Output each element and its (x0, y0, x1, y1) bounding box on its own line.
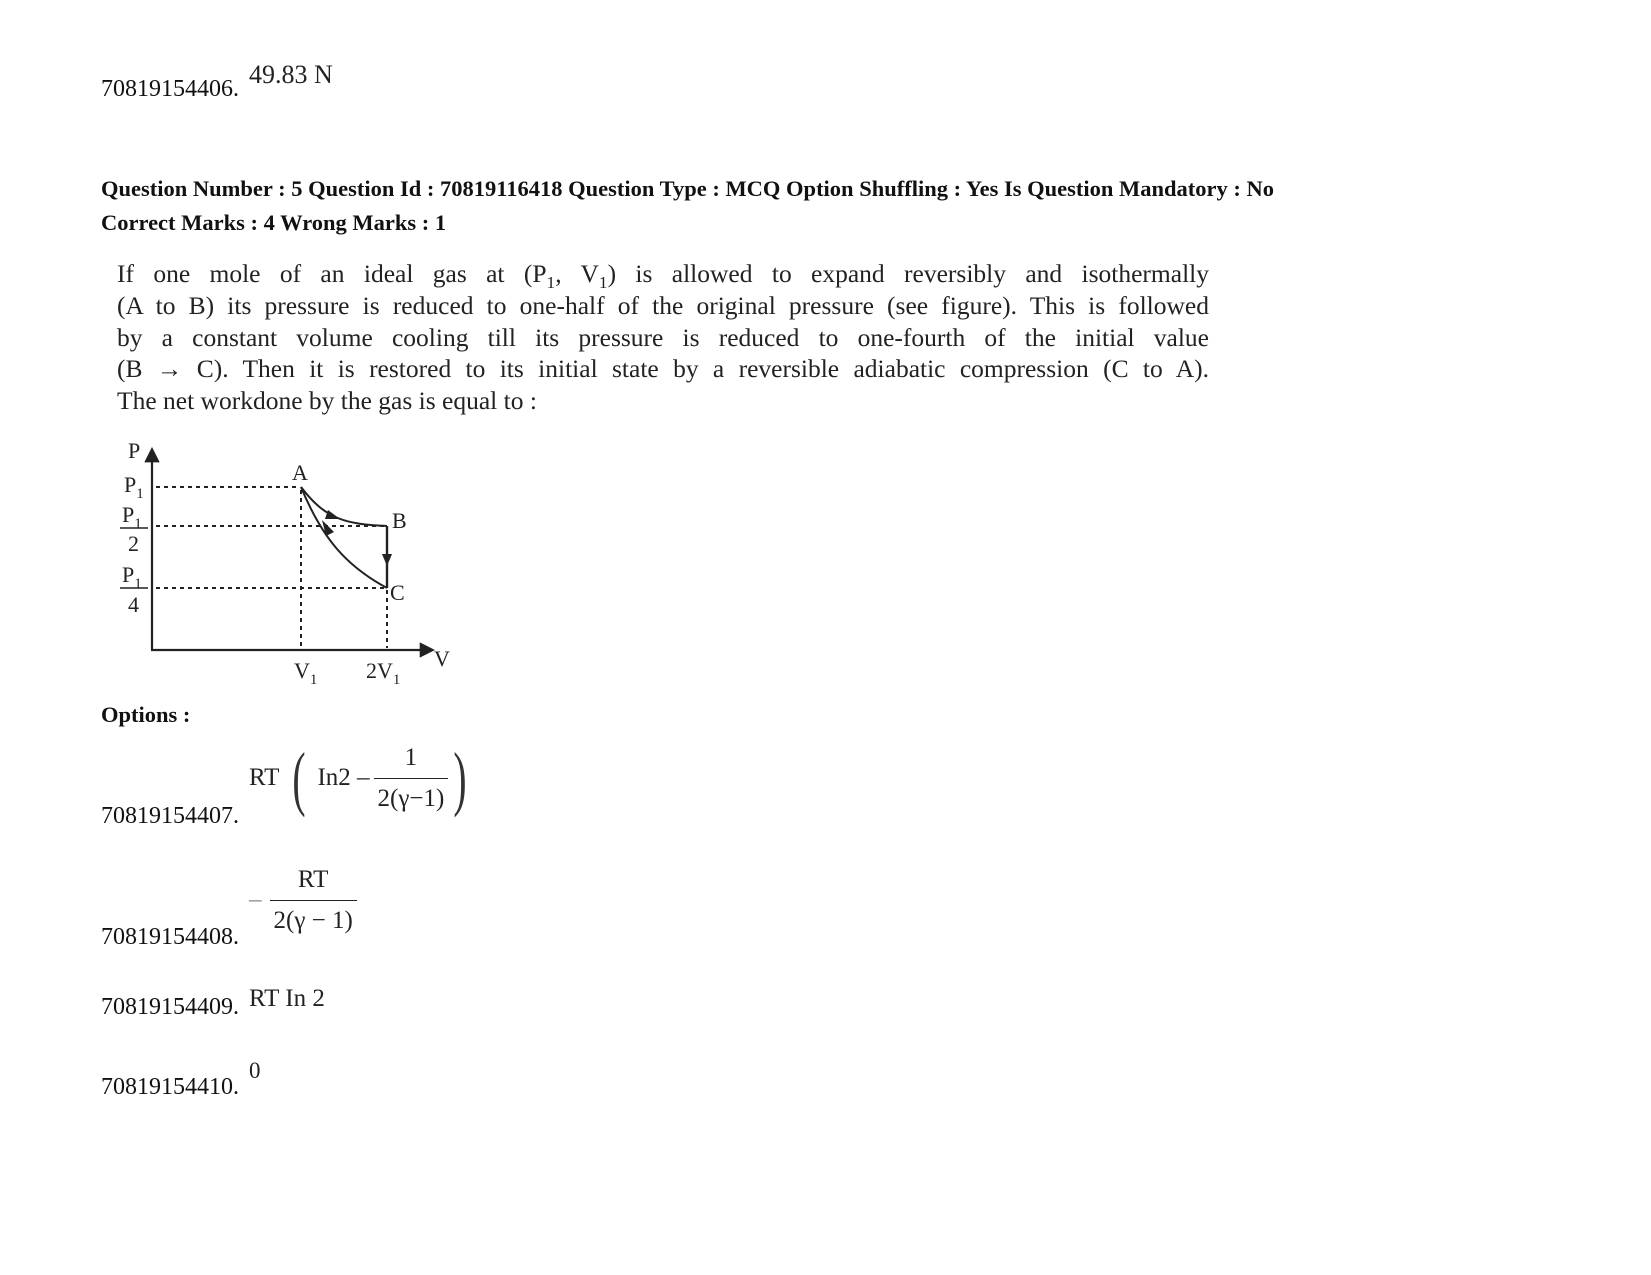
question-text (117, 258, 1209, 417)
option-4-id: 70819154410. (101, 1074, 239, 1100)
adiabatic-arrow (322, 520, 334, 536)
point-a-label: A (292, 460, 308, 485)
option-2-fraction (270, 866, 357, 935)
v-axis-label: V (434, 646, 450, 671)
point-c-label: C (390, 580, 405, 605)
p1-quarter-numerator: $P_1$ (122, 562, 142, 592)
left-paren-icon: ( (292, 738, 307, 818)
pv-diagram (100, 438, 480, 708)
question-header (101, 172, 1274, 240)
question-line-4: (B → C). Then it is restored to its initial state by a reversible adiabatic compression (C to A). (117, 354, 1209, 384)
p1-quarter-denominator: 4 (128, 592, 139, 617)
option-1-numerator: 1 (404, 743, 418, 771)
point-b-label: B (392, 508, 407, 533)
v1-label: $V_1$ (294, 658, 318, 688)
option-2-id: 70819154408. (101, 924, 239, 950)
options-label: Options : (101, 702, 191, 727)
p1-half-numerator: $P_1$ (122, 502, 142, 532)
option-3-expression: RT In 2 (249, 985, 325, 1012)
option-3-id: 70819154409. (101, 994, 239, 1020)
option-1-expression (249, 735, 472, 821)
option-1-id: 70819154407. (101, 803, 239, 829)
right-paren-icon: ) (453, 738, 467, 818)
option-1-fraction (374, 744, 449, 813)
option-2-denominator: 2(γ − 1) (270, 900, 357, 935)
question-line-1: If one mole of an ideal gas at ($P_1$, $V_1$) is allowed to expand reversibly and isothermally (117, 259, 1209, 293)
p1-label: $P_1$ (124, 472, 144, 502)
option-1-rt: RT (249, 764, 280, 791)
option-2-sign: – (249, 886, 262, 913)
option-2-numerator: RT (297, 865, 329, 893)
v2-label: $2V_1$ (366, 658, 401, 688)
question-marks-line: Correct Marks : 4 Wrong Marks : 1 (101, 210, 447, 235)
previous-option-value: 49.83 N (249, 60, 333, 89)
question-meta-line: Question Number : 5 Question Id : 70819116418 Question Type : MCQ Option Shuffling : Yes Is Question Mandatory : No (101, 176, 1275, 201)
previous-option-id: 70819154406. (101, 76, 239, 102)
question-line-3: by a constant volume cooling till its pressure is reduced to one-fourth of the initial value (117, 322, 1209, 352)
option-4-expression: 0 (249, 1058, 261, 1083)
option-1-ln: In2 – (317, 764, 370, 791)
question-line-5: The net workdone by the gas is equal to : (117, 386, 537, 416)
option-1-denominator: 2(γ−1) (374, 778, 449, 813)
question-line-2: (A to B) its pressure is reduced to one-half of the original pressure (see figure). This is followed (117, 290, 1209, 320)
p1-half-denominator: 2 (128, 531, 139, 556)
option-2-expression (249, 862, 357, 938)
isochoric-arrow (382, 554, 392, 566)
p-axis-label: P (128, 438, 141, 463)
isothermal-curve (301, 487, 387, 526)
